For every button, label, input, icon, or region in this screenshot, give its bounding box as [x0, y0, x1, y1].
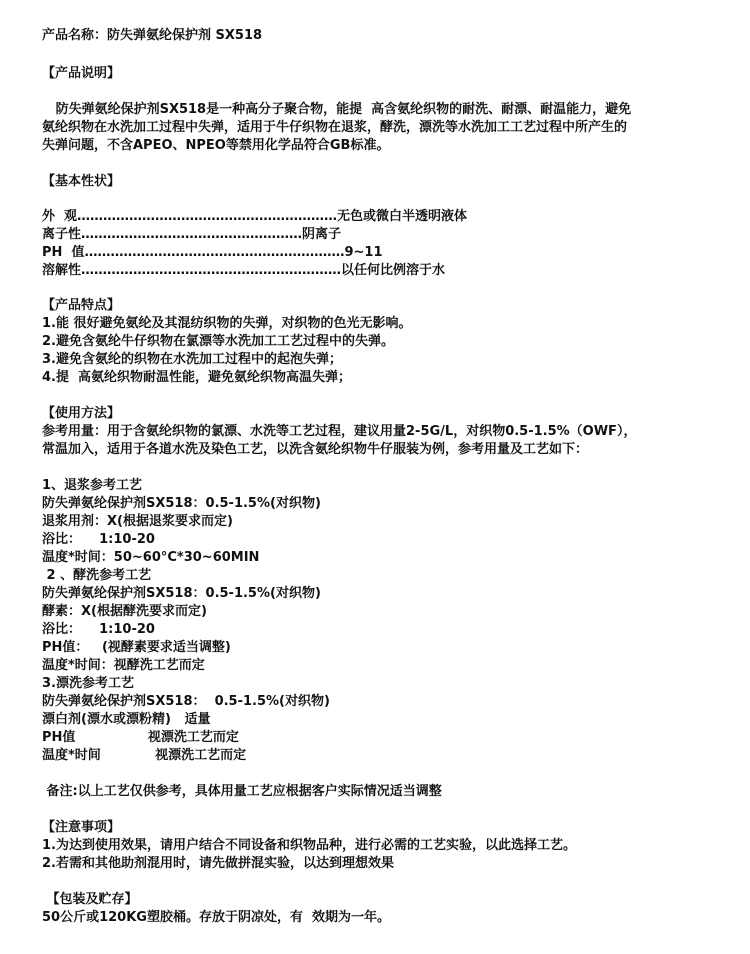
- process-line: 防失弹氨纶保护剂SX518：0.5-1.5%(对织物): [42, 496, 321, 511]
- property-solubility: 溶解性……………………………………………………以任何比例溶于水: [42, 263, 446, 278]
- process-line: PH值： (视酵素要求适当调整): [42, 640, 231, 655]
- process-line: 酵素：X(根据酵洗要求而定): [42, 604, 207, 619]
- section-heading-usage: 【使用方法】: [42, 406, 121, 421]
- precaution-item: 2.若需和其他助剂混用时，请先做拼混实验，以达到理想效果: [42, 856, 394, 871]
- packaging-line: 50公斤或120KG塑胶桶。存放于阴凉处，有 效期为一年。: [42, 910, 391, 925]
- process-line: 防失弹氨纶保护剂SX518： 0.5-1.5%(对织物): [42, 694, 330, 709]
- process-line: PH值 视漂洗工艺而定: [42, 730, 239, 745]
- feature-item: 1.能 很好避免氨纶及其混纺织物的失弹，对织物的色光无影响。: [42, 316, 412, 331]
- description-line: 氨纶织物在水洗加工过程中失弹，适用于牛仔织物在退浆，酵洗，漂洗等水洗加工工艺过程中所产生的: [42, 120, 628, 135]
- process-line: 漂白剂(漂水或漂粉精) 适量: [42, 712, 211, 727]
- process-line: 浴比： 1:10-20: [42, 532, 155, 547]
- feature-item: 3.避免含氨纶的织物在水洗加工过程中的起泡失弹；: [42, 352, 342, 367]
- property-appearance: 外 观……………………………………………………无色或微白半透明液体: [42, 209, 468, 224]
- process-line: 1、退浆参考工艺: [42, 478, 143, 493]
- usage-line: 参考用量：用于含氨纶织物的氯漂、水洗等工艺过程，建议用量2-5G/L，对织物0.5-1.5%（OWF），: [42, 424, 637, 439]
- section-heading-precautions: 【注意事项】: [42, 820, 121, 835]
- process-line: 温度*时间：50~60°C*30~60MIN: [42, 550, 260, 565]
- description-line: 失弹问题，不含APEO、NPEO等禁用化学品符合GB标准。: [42, 138, 390, 153]
- process-line: 退浆用剂：X(根据退浆要求而定): [42, 514, 233, 529]
- process-line: 温度*时间 视漂洗工艺而定: [42, 748, 247, 763]
- usage-note: 备注:以上工艺仅供参考，具体用量工艺应根据客户实际情况适当调整: [42, 784, 442, 799]
- section-heading-features: 【产品特点】: [42, 298, 121, 313]
- process-line: 3.漂洗参考工艺: [42, 676, 134, 691]
- product-title: 产品名称：防失弹氨纶保护剂 SX518: [42, 28, 263, 43]
- property-ph: PH 值……………………………………………………9~11: [42, 245, 383, 260]
- process-line: 2 、酵洗参考工艺: [42, 568, 152, 583]
- section-heading-description: 【产品说明】: [42, 66, 121, 81]
- precaution-item: 1.为达到使用效果，请用户结合不同设备和织物品种，进行必需的工艺实验，以此选择工艺。: [42, 838, 576, 853]
- usage-line: 常温加入，适用于各道水洗及染色工艺，以洗含氨纶织物牛仔服装为例，参考用量及工艺如下：: [42, 442, 589, 457]
- property-ionic: 离子性……………………………………………阴离子: [42, 227, 342, 242]
- description-line: 防失弹氨纶保护剂SX518是一种高分子聚合物，能提 高含氨纶织物的耐洗、耐漂、耐温能力，避免: [42, 102, 632, 117]
- process-line: 防失弹氨纶保护剂SX518：0.5-1.5%(对织物): [42, 586, 321, 601]
- section-heading-packaging: 【包装及贮存】: [42, 892, 138, 907]
- section-heading-properties: 【基本性状】: [42, 174, 121, 189]
- process-line: 浴比： 1:10-20: [42, 622, 155, 637]
- process-line: 温度*时间：视酵洗工艺而定: [42, 658, 205, 673]
- feature-item: 4.提 高氨纶织物耐温性能，避免氨纶织物高温失弹；: [42, 370, 352, 385]
- feature-item: 2.避免含氨纶牛仔织物在氯漂等水洗加工工艺过程中的失弹。: [42, 334, 394, 349]
